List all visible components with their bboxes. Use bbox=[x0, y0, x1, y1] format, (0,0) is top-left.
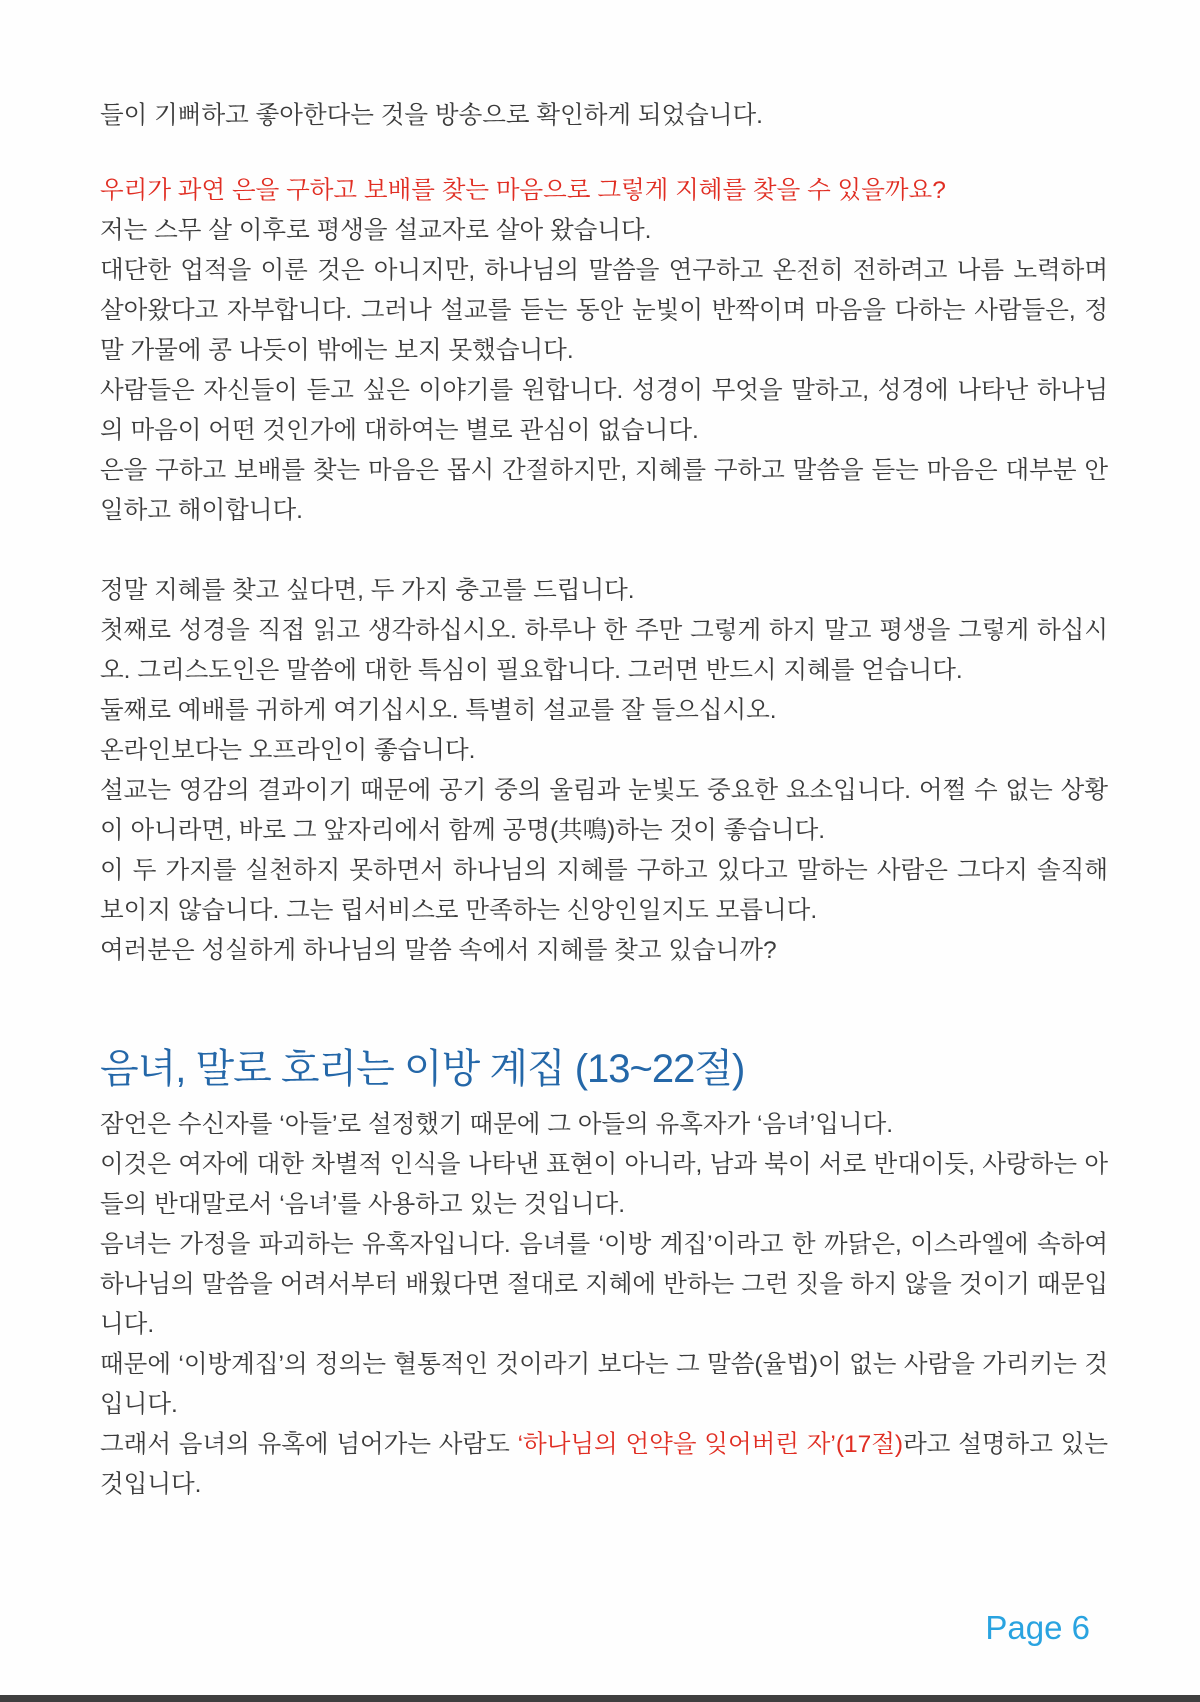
paragraph-intro: 들이 기뻐하고 좋아한다는 것을 방송으로 확인하게 되었습니다. bbox=[100, 102, 763, 129]
paragraph: 저는 스무 살 이후로 평생을 설교자로 살아 왔습니다. bbox=[100, 217, 652, 244]
spacer bbox=[100, 136, 1108, 171]
paragraph: 이 두 가지를 실천하지 못하면서 하나님의 지혜를 구하고 있다고 말하는 사람은 그다지 솔직해 보이지 않습니다. 그는 립서비스로 만족하는 신앙인일지도 모릅니다. bbox=[100, 857, 1108, 924]
bottom-edge-bar bbox=[0, 1695, 1200, 1702]
paragraph: 음녀는 가정을 파괴하는 유혹자입니다. 음녀를 ‘이방 계집’이라고 한 까닭은, 이스라엘에 속하여 하나님의 말씀을 어려서부터 배웠다면 절대로 지혜에 반하는 그런 짓을 하지 않을 것이기 때문입니다. bbox=[100, 1231, 1108, 1338]
paragraph-with-highlight bbox=[100, 1425, 1108, 1505]
page-number: Page 6 bbox=[985, 1609, 1090, 1646]
red-highlight-text: ‘하나님의 언약을 잊어버린 자’(17절) bbox=[517, 1431, 904, 1458]
paragraph: 첫째로 성경을 직접 읽고 생각하십시오. 하루나 한 주만 그렇게 하지 말고 평생을 그렇게 하십시오. 그리스도인은 말씀에 대한 특심이 필요합니다. 그러면 반드시 지혜를 얻습니다. bbox=[100, 617, 1108, 684]
paragraph: 여러분은 성실하게 하나님의 말씀 속에서 지혜를 찾고 있습니까? bbox=[100, 937, 777, 964]
paragraph: 이것은 여자에 대한 차별적 인식을 나타낸 표현이 아니라, 남과 북이 서로 반대이듯, 사랑하는 아들의 반대말로서 ‘음녀’를 사용하고 있는 것입니다. bbox=[100, 1151, 1108, 1218]
paragraph: 둘째로 예배를 귀하게 여기십시오. 특별히 설교를 잘 들으십시오. bbox=[100, 697, 777, 724]
document-body bbox=[100, 96, 1108, 1505]
paragraph: 정말 지혜를 찾고 싶다면, 두 가지 충고를 드립니다. bbox=[100, 577, 635, 604]
paragraph: 잠언은 수신자를 ‘아들’로 설정했기 때문에 그 아들의 유혹자가 ‘음녀’입니다. bbox=[100, 1111, 894, 1138]
paragraph: 설교는 영감의 결과이기 때문에 공기 중의 울림과 눈빛도 중요한 요소입니다. 어쩔 수 없는 상황이 아니라면, 바로 그 앞자리에서 함께 공명(共鳴)하는 것이 좋습니다. bbox=[100, 777, 1108, 844]
paragraph: 온라인보다는 오프라인이 좋습니다. bbox=[100, 737, 476, 764]
paragraph: 사람들은 자신들이 듣고 싶은 이야기를 원합니다. 성경이 무엇을 말하고, 성경에 나타난 하나님의 마음이 어떤 것인가에 대하여는 별로 관심이 없습니다. bbox=[100, 377, 1108, 444]
paragraph: 때문에 ‘이방계집’의 정의는 혈통적인 것이라기 보다는 그 말씀(율법)이 없는 사람을 가리키는 것입니다. bbox=[100, 1351, 1108, 1418]
spacer bbox=[100, 531, 1108, 571]
paragraph-red-question: 우리가 과연 은을 구하고 보배를 찾는 마음으로 그렇게 지혜를 찾을 수 있을까요? bbox=[100, 177, 946, 204]
text-segment: 그래서 음녀의 유혹에 넘어가는 사람도 bbox=[100, 1431, 518, 1458]
text-segment: 라고 설명하고 있는 것입니다. bbox=[100, 1431, 1108, 1498]
paragraph: 은을 구하고 보배를 찾는 마음은 몹시 간절하지만, 지혜를 구하고 말씀을 듣는 마음은 대부분 안일하고 해이합니다. bbox=[100, 457, 1108, 524]
paragraph: 대단한 업적을 이룬 것은 아니지만, 하나님의 말씀을 연구하고 온전히 전하려고 나름 노력하며 살아왔다고 자부합니다. 그러나 설교를 듣는 동안 눈빛이 반짝이며 마음을 다하는 사람들은, 정말 가물에 콩 나듯이 밖에는 보지 못했습니다. bbox=[100, 257, 1108, 364]
section-heading: 음녀, 말로 호리는 이방 계집 (13~22절) bbox=[100, 1047, 745, 1091]
